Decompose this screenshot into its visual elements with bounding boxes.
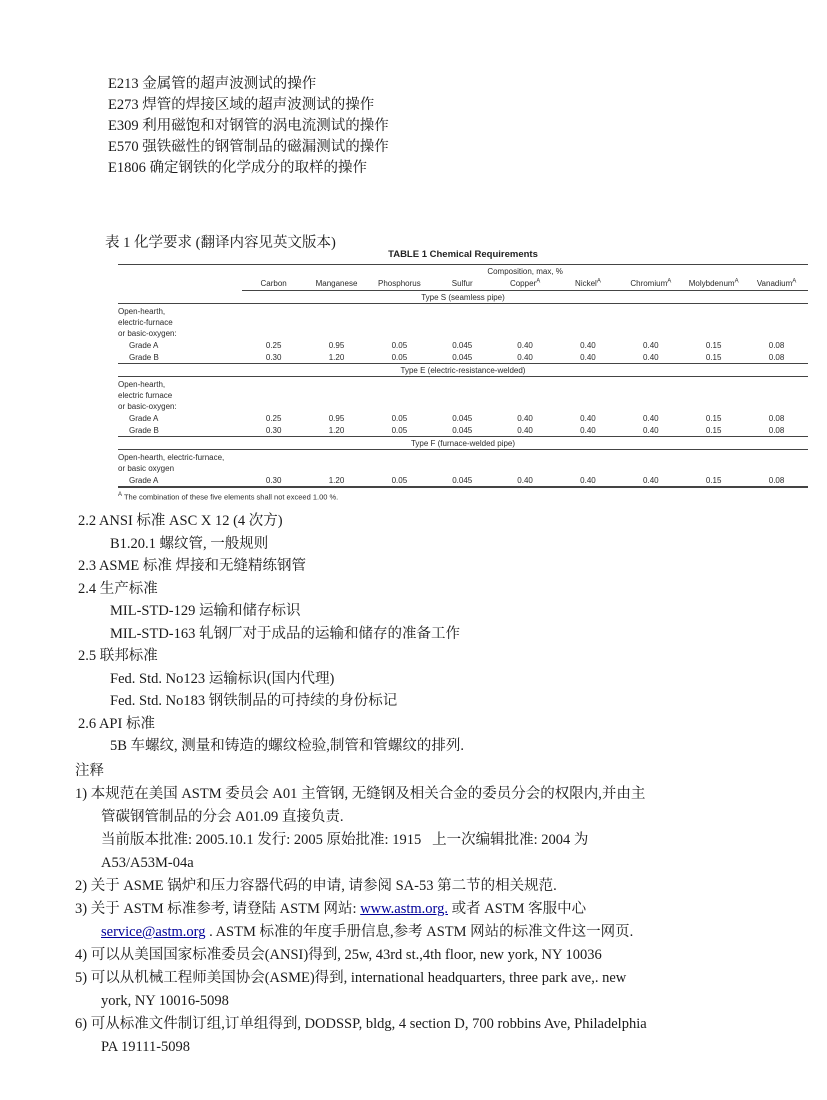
note-line: 4) 可以从美国国家标准委员会(ANSI)得到, 25w, 43rd st.,4th floor, new york, NY 10036 xyxy=(75,947,602,963)
stub-cell xyxy=(118,265,242,278)
chemical-table xyxy=(118,264,808,488)
composition-value: 0.15 xyxy=(705,341,722,350)
referenced-documents-section xyxy=(78,510,464,758)
composition-value: 0.15 xyxy=(705,414,722,423)
note-text: 或者 ASTM 客服中心 xyxy=(448,901,587,917)
reference-line: 5B 车螺纹, 测量和铸造的螺纹检验,制管和管螺纹的排列. xyxy=(110,738,465,754)
astm-website-link[interactable]: www.astm.org. xyxy=(360,901,448,917)
note-line: 管碳钢管制品的分会 A01.09 直接负责. xyxy=(101,809,344,825)
standard-list-item: E273 焊管的焊接区域的超声波测试的操作 xyxy=(108,97,375,113)
composition-value: 0.40 xyxy=(517,353,533,362)
composition-header: Composition, max, % xyxy=(487,267,563,276)
column-header: Phosphorus xyxy=(368,277,431,291)
process-label: Open-hearth, electric-furnace, or basic oxygen xyxy=(118,453,225,473)
note-line: 5) 可以从机械工程师美国协会(ASME)得到, international headquarters, three park ave,. new xyxy=(75,970,627,986)
composition-value: 0.40 xyxy=(643,353,659,362)
grade-label: Grade A xyxy=(118,474,242,487)
note-line: 2) 关于 ASME 锅炉和压力容器代码的申请, 请参阅 SA-53 第二节的相关规范. xyxy=(75,878,557,894)
composition-value: 0.08 xyxy=(768,414,785,423)
note-line: PA 19111-5098 xyxy=(101,1039,191,1055)
note-line: 6) 可从标准文件制订组,订单组得到, DODSSP, bldg, 4 section D, 700 robbins Ave, Philadelphia xyxy=(75,1016,647,1032)
composition-value: 0.95 xyxy=(328,341,345,350)
grade-label: Grade A xyxy=(129,414,159,423)
composition-value: 0.40 xyxy=(580,414,596,423)
referenced-standards-list xyxy=(108,74,389,179)
composition-value: 0.40 xyxy=(494,474,557,487)
standard-list-item: E213 金属管的超声波测试的操作 xyxy=(108,76,317,92)
table-footnote: $^A$ The combination of these five elements shall not exceed 1.00 %. xyxy=(118,492,339,502)
composition-value: 0.045 xyxy=(452,341,473,350)
column-header: Sulfur xyxy=(431,277,494,291)
grade-label: Grade B xyxy=(129,426,159,435)
column-header: Vanadium$^A$ xyxy=(745,277,808,291)
composition-value: 0.045 xyxy=(452,353,473,362)
composition-value: 0.40 xyxy=(643,426,659,435)
composition-value: 0.15 xyxy=(682,474,745,487)
composition-value: 0.15 xyxy=(705,353,722,362)
reference-line: Fed. Std. No183 钢铁制品的可持续的身份标记 xyxy=(110,693,398,709)
composition-value: 0.40 xyxy=(557,474,620,487)
composition-value: 0.05 xyxy=(391,414,408,423)
composition-value: 0.40 xyxy=(643,414,659,423)
composition-value: 1.20 xyxy=(305,474,368,487)
composition-value: 0.08 xyxy=(745,474,808,487)
reference-line: MIL-STD-129 运输和储存标识 xyxy=(110,603,301,619)
table-title: TABLE 1 Chemical Requirements xyxy=(388,249,538,260)
stub-cell xyxy=(118,277,242,291)
section-line: 2.4 生产标准 xyxy=(78,580,158,597)
composition-value: 1.20 xyxy=(328,426,345,435)
composition-value: 0.05 xyxy=(368,474,431,487)
composition-value: 0.05 xyxy=(391,341,408,350)
column-header: Carbon xyxy=(242,277,305,291)
composition-value: 0.40 xyxy=(580,426,596,435)
note-text: 3) 关于 ASTM 标准参考, 请登陆 ASTM 网站: xyxy=(75,901,361,917)
chemical-requirements-table xyxy=(118,249,808,502)
composition-value: 0.045 xyxy=(452,414,473,423)
note-line xyxy=(75,921,647,944)
reference-line: MIL-STD-163 轧钢厂对于成品的运输和储存的准备工作 xyxy=(110,625,461,642)
composition-value: 0.40 xyxy=(517,341,533,350)
table-caption: 表 1 化学要求 (翻译内容见英文版本) xyxy=(105,235,336,251)
process-label: Open-hearth, electric-furnace or basic-oxygen: xyxy=(118,307,177,338)
composition-value: 0.25 xyxy=(265,341,282,350)
notes-section xyxy=(75,760,647,1059)
table-section-header: Type F (furnace-welded pipe) xyxy=(118,437,808,450)
table-section-header: Type S (seamless pipe) xyxy=(118,291,808,304)
composition-value: 0.95 xyxy=(328,414,345,423)
note-line: york, NY 10016-5098 xyxy=(101,993,229,1009)
column-header: Copper$^A$ xyxy=(494,277,557,291)
composition-value: 0.30 xyxy=(265,426,282,435)
reference-line: B1.20.1 螺纹管, 一般规则 xyxy=(110,535,269,552)
composition-value: 0.15 xyxy=(705,426,722,435)
column-header: Molybdenum$^A$ xyxy=(682,277,745,291)
note-line: 1) 本规范在美国 ASTM 委员会 A01 主管钢, 无缝钢及相关合金的委员分会的权限内,并由主 xyxy=(75,786,646,802)
composition-value: 0.045 xyxy=(431,474,494,487)
composition-value: 0.08 xyxy=(768,426,785,435)
section-line: 2.6 API 标准 xyxy=(78,715,155,732)
section-line: 2.3 ASME 标准 焊接和无缝精练钢管 xyxy=(78,558,306,574)
composition-value: 0.40 xyxy=(517,426,533,435)
grade-label: Grade A xyxy=(129,341,159,350)
standard-list-item: E1806 确定钢铁的化学成分的取样的操作 xyxy=(108,160,367,176)
composition-value: 0.08 xyxy=(768,341,785,350)
composition-value: 1.20 xyxy=(328,353,345,362)
composition-value: 0.05 xyxy=(391,426,408,435)
note-text: . ASTM 标准的年度手册信息,参考 ASTM 网站的标准文件这一网页. xyxy=(205,924,634,940)
composition-value: 0.40 xyxy=(580,341,596,350)
composition-value: 0.40 xyxy=(580,353,596,362)
notes-heading: 注释 xyxy=(75,763,104,779)
table-section-header: Type E (electric-resistance-welded) xyxy=(118,364,808,377)
composition-value: 0.40 xyxy=(643,341,659,350)
note-line: 当前版本批准: 2005.10.1 发行: 2005 原始批准: 1915 上一次编辑批准: 2004 为 xyxy=(101,832,589,848)
composition-value: 0.40 xyxy=(619,474,682,487)
composition-value: 0.08 xyxy=(768,353,785,362)
note-line xyxy=(75,898,647,921)
grade-label: Grade B xyxy=(129,353,159,362)
note-line: A53/A53M-04a xyxy=(101,855,194,871)
process-label: Open-hearth, electric furnace or basic-oxygen: xyxy=(118,380,177,411)
composition-value: 0.05 xyxy=(391,353,408,362)
composition-value: 0.045 xyxy=(452,426,473,435)
composition-value: 0.25 xyxy=(265,414,282,423)
composition-value: 0.40 xyxy=(517,414,533,423)
column-header: Nickel$^A$ xyxy=(557,277,620,291)
section-line: 2.5 联邦标准 xyxy=(78,648,158,664)
reference-line: Fed. Std. No123 运输标识(国内代理) xyxy=(110,670,335,687)
standard-list-item: E570 强铁磁性的钢管制品的磁漏测试的操作 xyxy=(108,139,389,155)
column-header: Chromium$^A$ xyxy=(619,277,682,291)
section-line: 2.2 ANSI 标准 ASC X 12 (4 次方) xyxy=(78,513,283,529)
standard-list-item: E309 利用磁饱和对钢管的涡电流测试的操作 xyxy=(108,118,389,134)
astm-email-link[interactable]: service@astm.org xyxy=(101,924,206,940)
column-header: Manganese xyxy=(305,277,368,291)
composition-value: 0.30 xyxy=(242,474,305,487)
composition-value: 0.30 xyxy=(265,353,282,362)
